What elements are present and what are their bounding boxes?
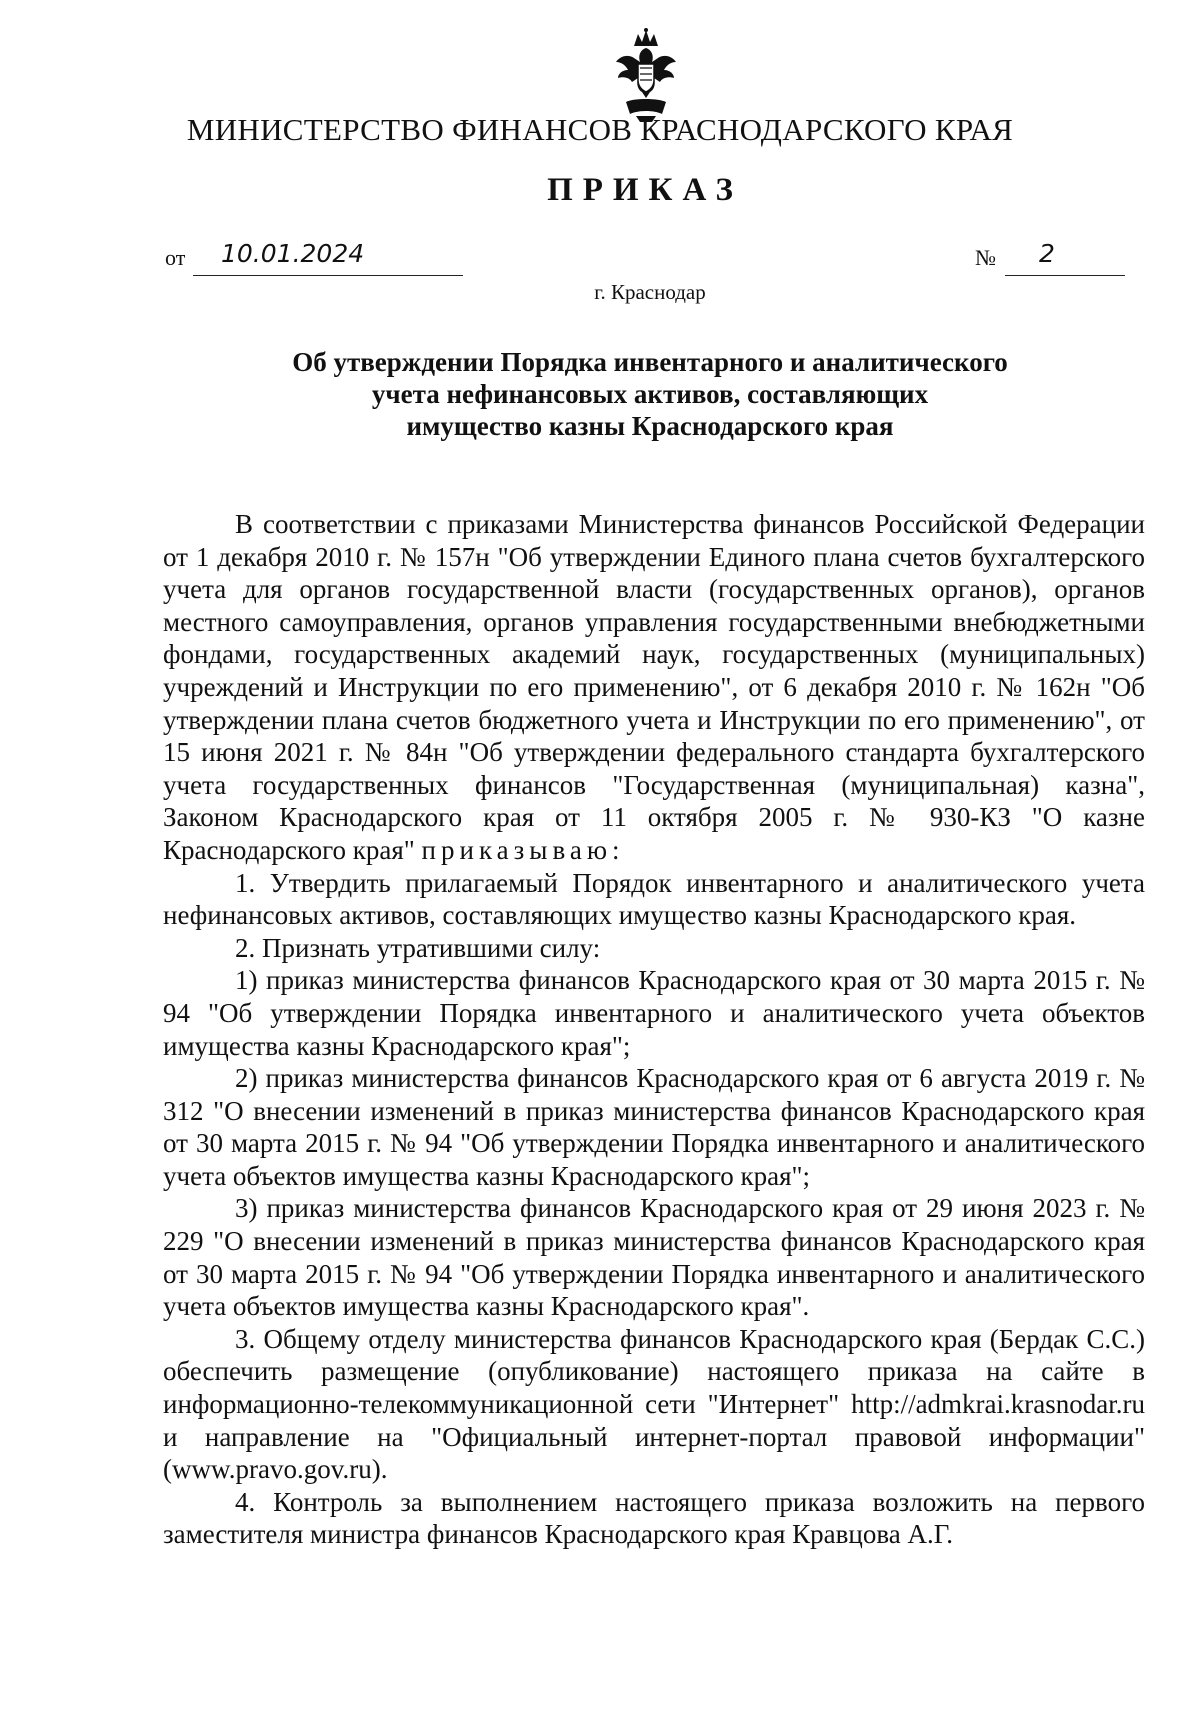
item-3: 3. Общему отделу министерства финансов Краснодарского края (Бердак С.С.) обеспечить размещение (опубликование) настоящего приказа на сайте в информационно-телекоммуникационной сети "Интернет" http://admkrai.krasnodar.ru и направление на "Официальный интернет-портал правовой информации" (www.pravo.gov.ru). xyxy=(163,1323,1145,1485)
preamble-paragraph xyxy=(163,508,1145,867)
document-title xyxy=(0,346,1200,442)
number-line xyxy=(975,239,1055,271)
item-1: 1. Утвердить прилагаемый Порядок инвентарного и аналитического учета нефинансовых активов, составляющих имущество казны Краснодарского края. xyxy=(163,867,1145,931)
document-body xyxy=(163,508,1145,1551)
date-field xyxy=(193,239,463,276)
title-line-1: Об утверждении Порядка инвентарного и аналитического xyxy=(292,347,1008,377)
number-label: № xyxy=(975,245,996,270)
number-field xyxy=(1005,239,1125,276)
city: г. Краснодар xyxy=(594,280,706,304)
item-2: 2. Признать утратившими силу: xyxy=(235,932,601,963)
item-2-3: 3) приказ министерства финансов Краснодарского края от 29 июня 2023 г. № 229 "О внесении изменений в приказ министерства финансов Краснодарского края от 30 марта 2015 г. № 94 "Об утверждении Порядка инвентарного и аналитического учета объектов имущества казны Краснодарского края". xyxy=(163,1193,1145,1322)
title-line-3: имущество казны Краснодарского края xyxy=(406,411,894,441)
preamble-text: В соответствии с приказами Министерства финансов Российской Федерации от 1 декабря 2010 г. № 157н "Об утверждении Единого плана счетов бухгалтерского учета для органов государственной власти (государственных органов), органов местного самоуправления, органов управления государственными внебюджетными фондами, государственных академий наук, государственных (муниципальных) учреждений и Инструкции по его применению", от 6 декабря 2010 г. № 162н "Об утверждении плана счетов бюджетного учета и Инструкции по его применению", от 15 июня 2021 г. № 84н "Об утверждении федерального стандарта бухгалтерского учета государственных финансов "Государственная (муниципальная) казна", Законом Краснодарского края от 11 октября 2005 г. № 930-КЗ "О казне Краснодарского края" xyxy=(163,509,1145,865)
date-value: 10.01.2024 xyxy=(221,239,365,268)
title-line-2: учета нефинансовых активов, составляющих xyxy=(371,379,929,409)
document-type: ПРИКАЗ xyxy=(547,172,743,208)
number-value: 2 xyxy=(1039,239,1055,268)
date-label: от xyxy=(165,245,186,270)
item-2-2: 2) приказ министерства финансов Краснодарского края от 6 августа 2019 г. № 312 "О внесении изменений в приказ министерства финансов Краснодарского края от 30 марта 2015 г. № 94 "Об утверждении Порядка инвентарного и аналитического учета объектов имущества казны Краснодарского края"; xyxy=(163,1063,1145,1191)
coat-of-arms-icon xyxy=(612,28,680,124)
item-2-1: 1) приказ министерства финансов Краснодарского края от 30 марта 2015 г. № 94 "Об утверждении Порядка инвентарного и аналитического учета объектов имущества казны Краснодарского края"; xyxy=(163,965,1145,1061)
item-4: 4. Контроль за выполнением настоящего приказа возложить на первого заместителя министра финансов Краснодарского края Кравцова А.Г. xyxy=(163,1486,1145,1550)
date-line xyxy=(165,239,365,271)
ministry-name: МИНИСТЕРСТВО ФИНАНСОВ КРАСНОДАРСКОГО КРАЯ xyxy=(186,112,1014,147)
orders-word: приказываю: xyxy=(421,834,625,865)
